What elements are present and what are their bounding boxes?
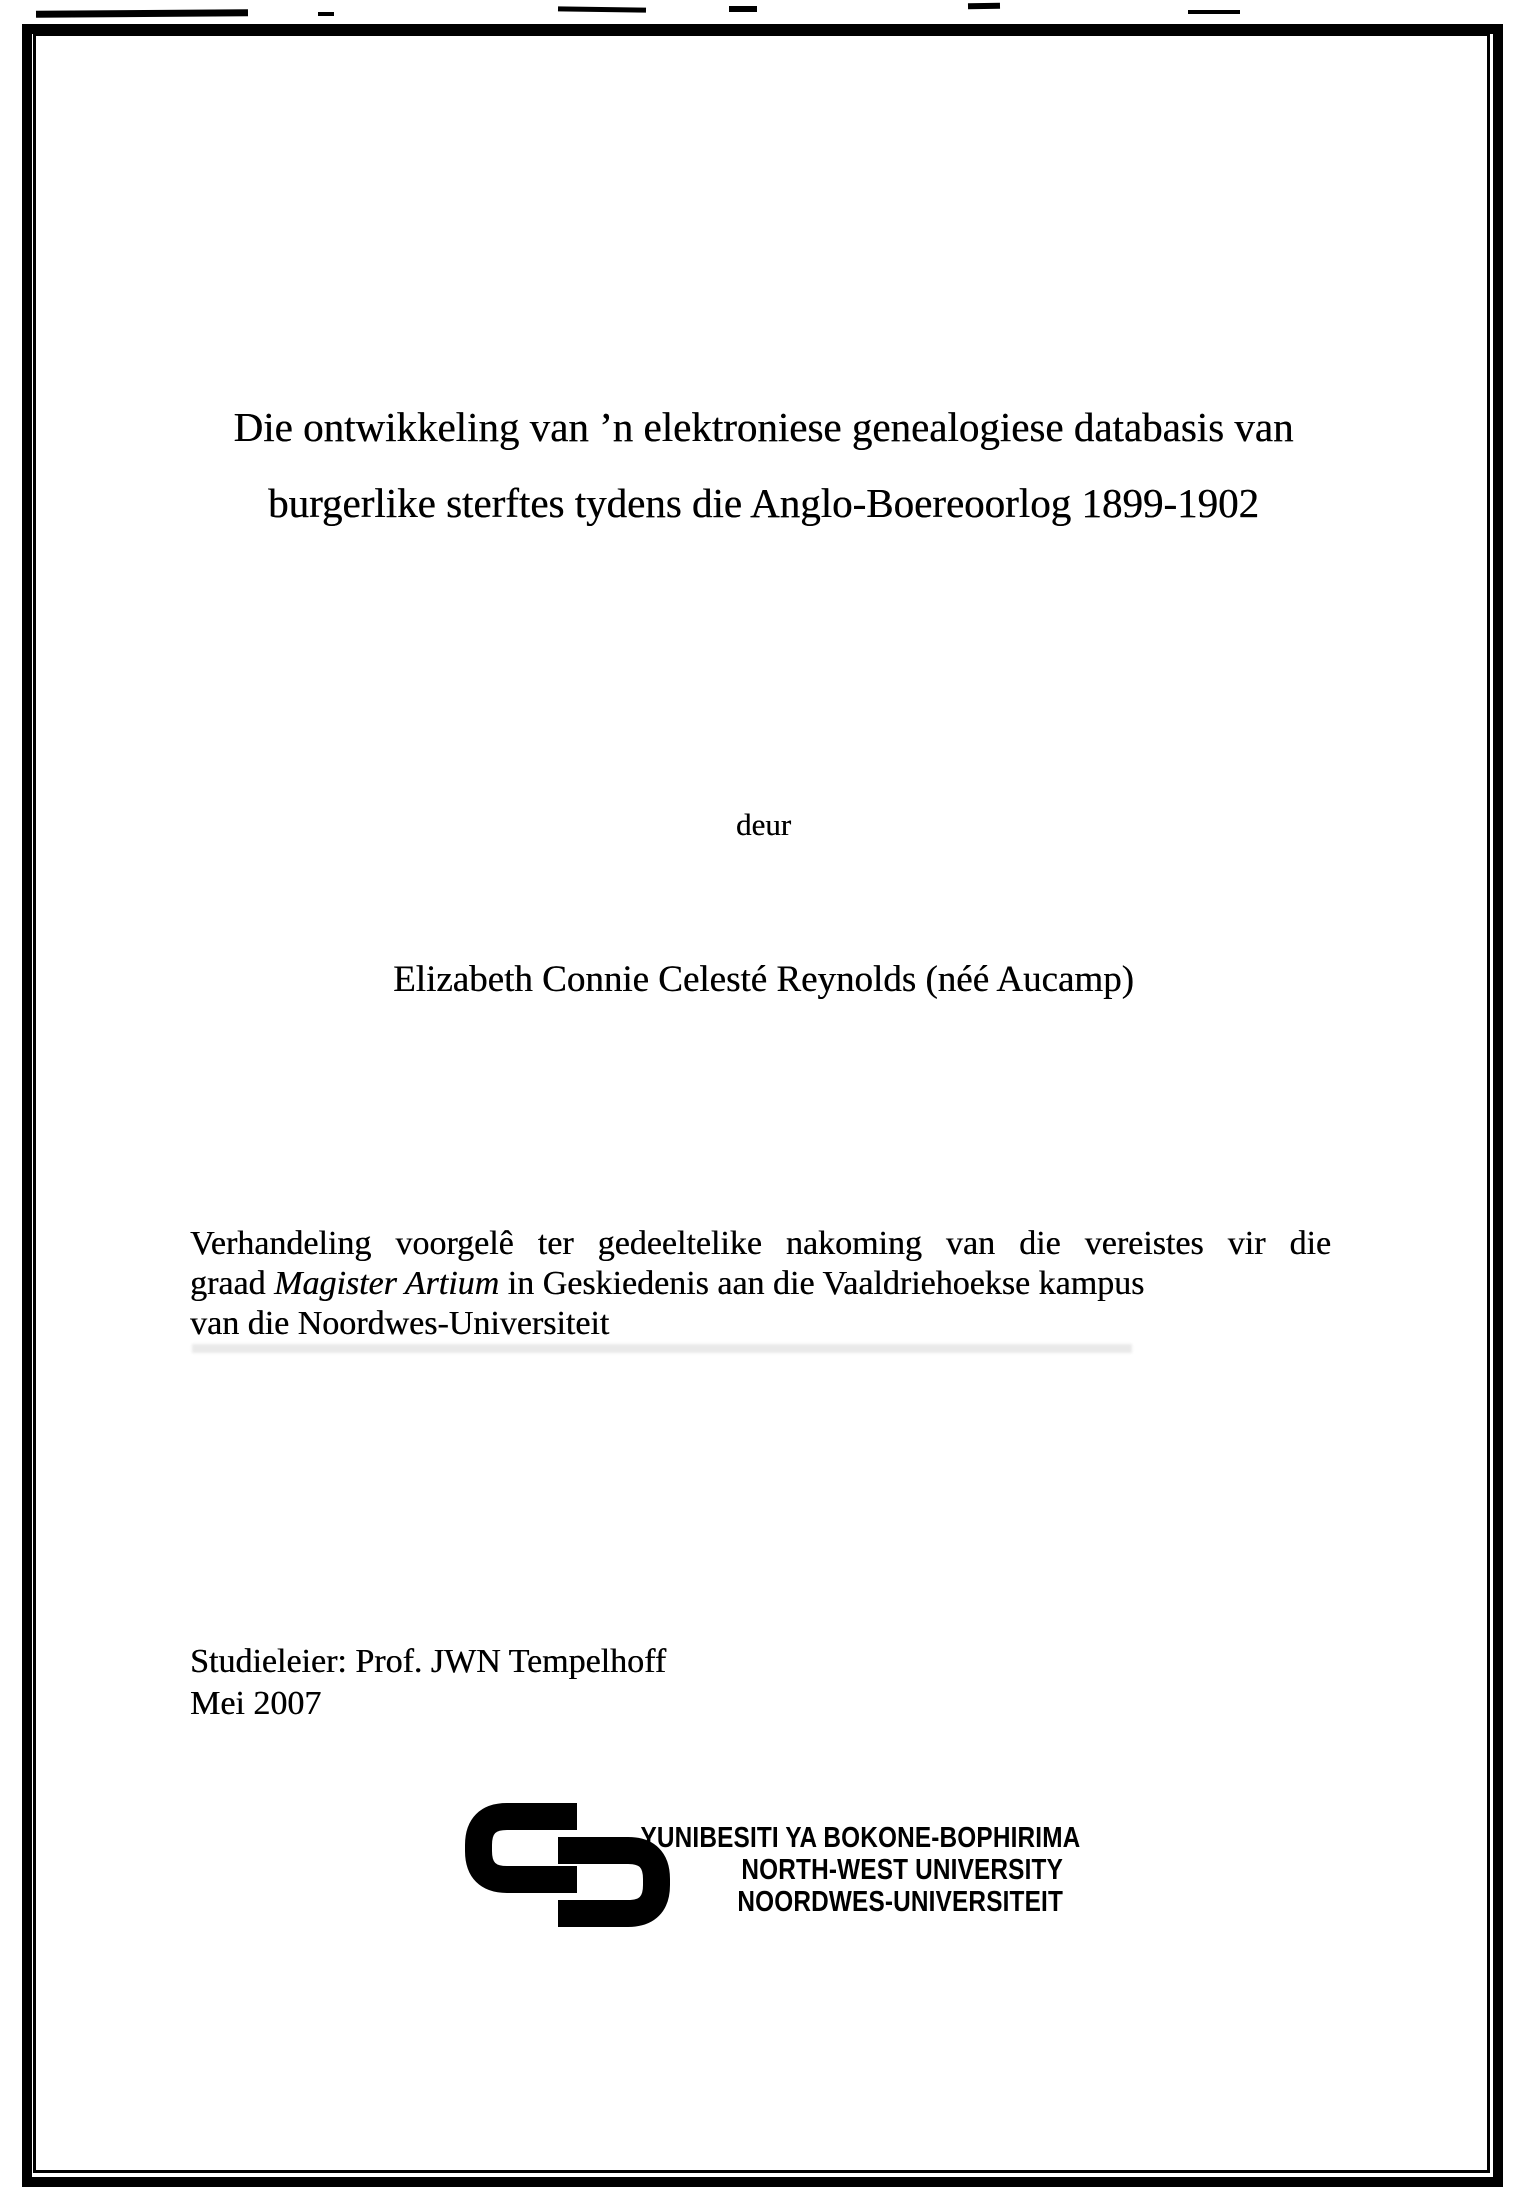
- degree-statement-line3: van die Noordwes-Universiteit: [190, 1305, 610, 1342]
- byline: deur: [735, 807, 792, 842]
- nwu-logo-text-line2: NORTH-WEST UNIVERSITY: [741, 1854, 1063, 1886]
- thesis-title-line1: Die ontwikkeling van ’n elektroniese genealogiese databasis van: [233, 404, 1294, 450]
- scan-artifact: [318, 12, 334, 16]
- degree-statement-line1: Verhandeling voorgelê ter gedeeltelike nakoming van die vereistes vir die: [190, 1225, 1331, 1262]
- degree-statement-line2: [190, 1264, 1331, 1304]
- scan-artifact: [36, 9, 248, 17]
- nwu-logo-text: [640, 1822, 1081, 1918]
- nwu-logo-text-line1: YUNIBESITI YA BOKONE-BOPHIRIMA: [640, 1822, 1081, 1854]
- scan-artifact: [729, 6, 757, 12]
- interlocked-links-icon: [465, 1803, 670, 1927]
- author-name: Elizabeth Connie Celesté Reynolds (néé Aucamp): [393, 959, 1134, 1000]
- supervisor-line: Studieleier: Prof. JWN Tempelhoff: [190, 1643, 667, 1680]
- scan-artifact: [558, 6, 646, 12]
- degree-statement-line2-pre: graad: [190, 1265, 275, 1302]
- date-line: Mei 2007: [190, 1685, 322, 1722]
- bleed-through-artifact: [192, 1344, 1132, 1353]
- scan-artifact: [968, 3, 1000, 10]
- thesis-title-line2: burgerlike sterftes tydens die Anglo-Boereoorlog 1899-1902: [267, 480, 1259, 526]
- degree-statement: [190, 1224, 1331, 1344]
- thesis-title: [0, 389, 1527, 541]
- degree-name-italic: Magister Artium: [274, 1265, 500, 1302]
- degree-statement-line2-post: in Geskiedenis aan die Vaaldriehoekse kampus: [499, 1265, 1145, 1302]
- nwu-logo-mark: [465, 1803, 670, 1927]
- supervisor-block: [190, 1641, 666, 1725]
- nwu-logo-text-line3: NOORDWES-UNIVERSITEIT: [737, 1886, 1063, 1918]
- scan-artifact: [1188, 10, 1240, 14]
